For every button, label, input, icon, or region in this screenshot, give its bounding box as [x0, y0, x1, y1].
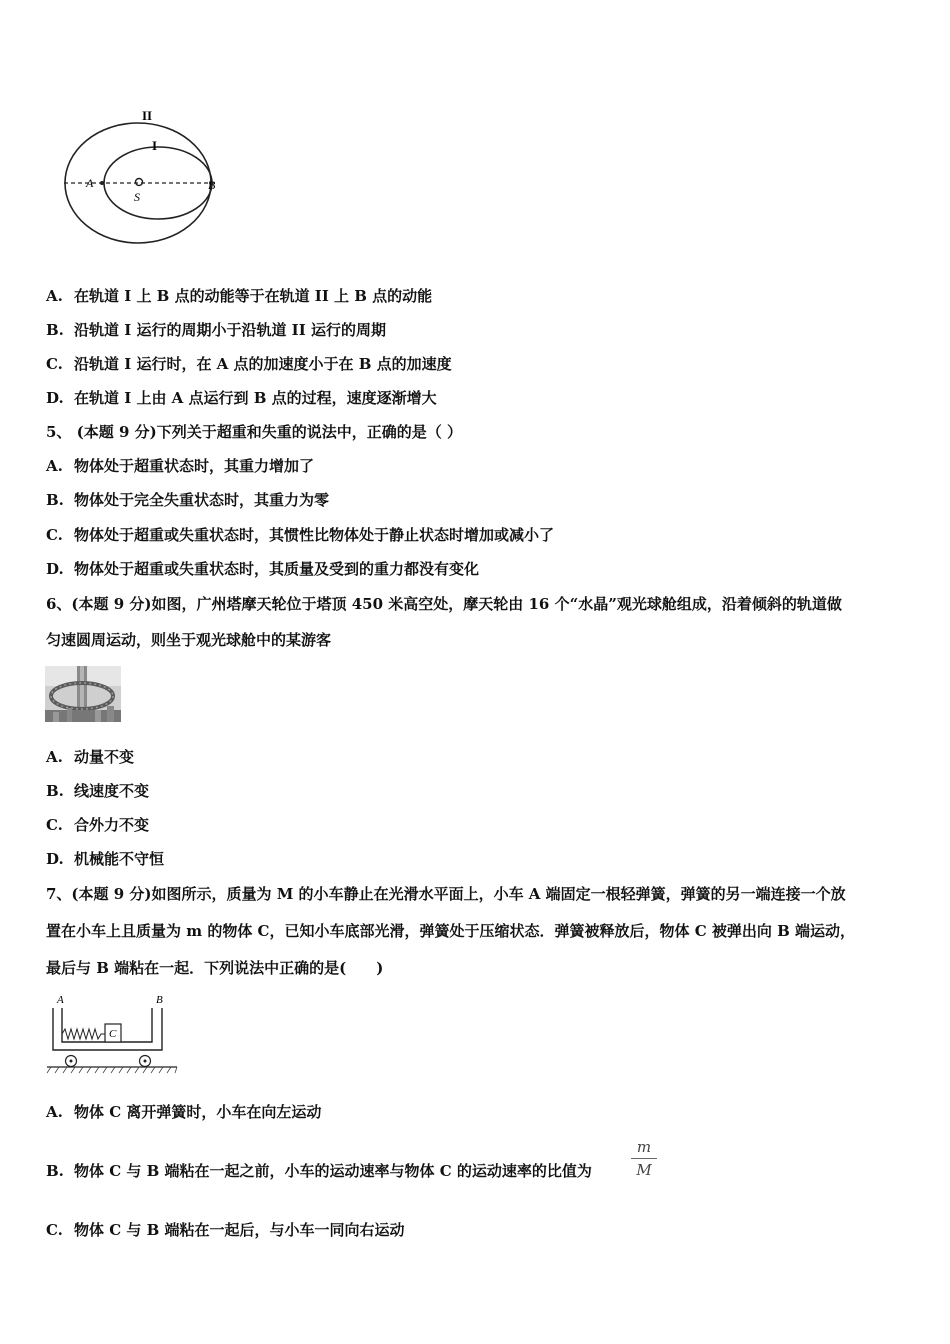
q6-option-d	[46, 849, 164, 869]
q6-option-c	[46, 815, 149, 835]
option-letter: B.	[46, 1162, 64, 1180]
option-letter: C.	[46, 526, 63, 544]
q7-stem-line3: 最后与 B 端粘在一起．下列说法中正确的是( )	[46, 959, 384, 977]
option-text: 线速度不变	[74, 782, 150, 800]
option-text: 机械能不守恒	[74, 850, 165, 868]
option-letter: B.	[46, 782, 64, 800]
option-text: 物体处于超重或失重状态时，其惯性比物体处于静止状态时增加或减小了	[74, 526, 555, 544]
option-letter: D.	[46, 560, 64, 578]
q6-option-b	[46, 781, 149, 801]
orbit-label-b: B	[208, 178, 216, 192]
q4-option-b	[46, 320, 386, 340]
option-text: 沿轨道 I 运行时，在 A 点的加速度小于在 B 点的加速度	[74, 355, 452, 373]
cart-label-a: A	[57, 994, 64, 1006]
option-letter: A.	[46, 1103, 63, 1121]
q4-option-a	[46, 286, 432, 306]
option-letter: A.	[46, 287, 63, 305]
option-text: 物体 C 离开弹簧时，小车在向左运动	[74, 1103, 322, 1121]
cart-label-b: B	[156, 994, 163, 1006]
option-text: 沿轨道 I 运行的周期小于沿轨道 II 运行的周期	[74, 321, 386, 339]
q5-stem: 5、 (本题 9 分)下列关于超重和失重的说法中，正确的是（ ）	[46, 423, 462, 441]
mass-ratio-fraction	[631, 1138, 657, 1179]
q5-option-d	[46, 559, 479, 579]
q7-option-c	[46, 1220, 405, 1240]
option-text: 物体处于超重状态时，其重力增加了	[74, 457, 315, 475]
q5-option-b	[46, 490, 329, 510]
option-letter: A.	[46, 748, 63, 766]
q6-stem-line1: 6、(本题 9 分)如图，广州塔摩天轮位于塔顶 450 米高空处，摩天轮由 16 个“水晶”观光球舱组成，沿着倾斜的轨道做	[46, 595, 842, 613]
option-letter: A.	[46, 457, 63, 475]
q7-option-a	[46, 1102, 321, 1122]
orbit-label-inner: I	[152, 138, 158, 153]
option-text: 物体处于超重或失重状态时，其质量及受到的重力都没有变化	[74, 560, 480, 578]
q5-option-a	[46, 456, 314, 476]
option-text: 物体 C 与 B 端粘在一起之前，小车的运动速率与物体 C 的运动速率的比值为	[74, 1162, 592, 1180]
orbit-label-s: S	[134, 190, 140, 204]
ferris-wheel-photo	[45, 666, 121, 722]
option-letter: C.	[46, 355, 63, 373]
option-letter: C.	[46, 1221, 63, 1239]
option-text: 合外力不变	[74, 816, 150, 834]
option-letter: C.	[46, 816, 63, 834]
fraction-denominator: M	[636, 1161, 652, 1179]
q6-stem-line2: 匀速圆周运动，则坐于观光球舱中的某游客	[46, 631, 332, 649]
q6-option-a	[46, 747, 134, 767]
fraction-numerator: m	[631, 1138, 657, 1159]
q7-stem-line1: 7、(本题 9 分)如图所示，质量为 M 的小车静止在光滑水平面上，小车 A 端固定一根轻弹簧，弹簧的另一端连接一个放	[46, 885, 846, 903]
option-letter: D.	[46, 850, 64, 868]
option-text: 在轨道 I 上 B 点的动能等于在轨道 II 上 B 点的动能	[74, 287, 433, 305]
option-text: 在轨道 I 上由 A 点运行到 B 点的过程，速度逐渐增大	[74, 389, 437, 407]
option-text: 物体处于完全失重状态时，其重力为零	[74, 491, 330, 509]
orbit-label-outer: II	[142, 108, 153, 123]
q4-option-c	[46, 354, 452, 374]
option-text: 物体 C 与 B 端粘在一起后，与小车一同向右运动	[74, 1221, 405, 1239]
q4-option-d	[46, 388, 437, 408]
cart-label-c: C	[109, 1028, 117, 1040]
option-letter: D.	[46, 389, 64, 407]
orbit-figure	[48, 105, 228, 245]
q5-option-c	[46, 525, 554, 545]
q7-stem-line2: 置在小车上且质量为 m 的物体 C，已知小车底部光滑，弹簧处于压缩状态．弹簧被释放后，物体 C 被弹出向 B 端运动，	[46, 922, 855, 940]
option-text: 动量不变	[74, 748, 135, 766]
orbit-label-a: A	[86, 176, 94, 190]
q7-option-b	[46, 1161, 592, 1181]
option-letter: B.	[46, 491, 64, 509]
cart-spring-figure	[45, 990, 180, 1075]
option-letter: B.	[46, 321, 64, 339]
